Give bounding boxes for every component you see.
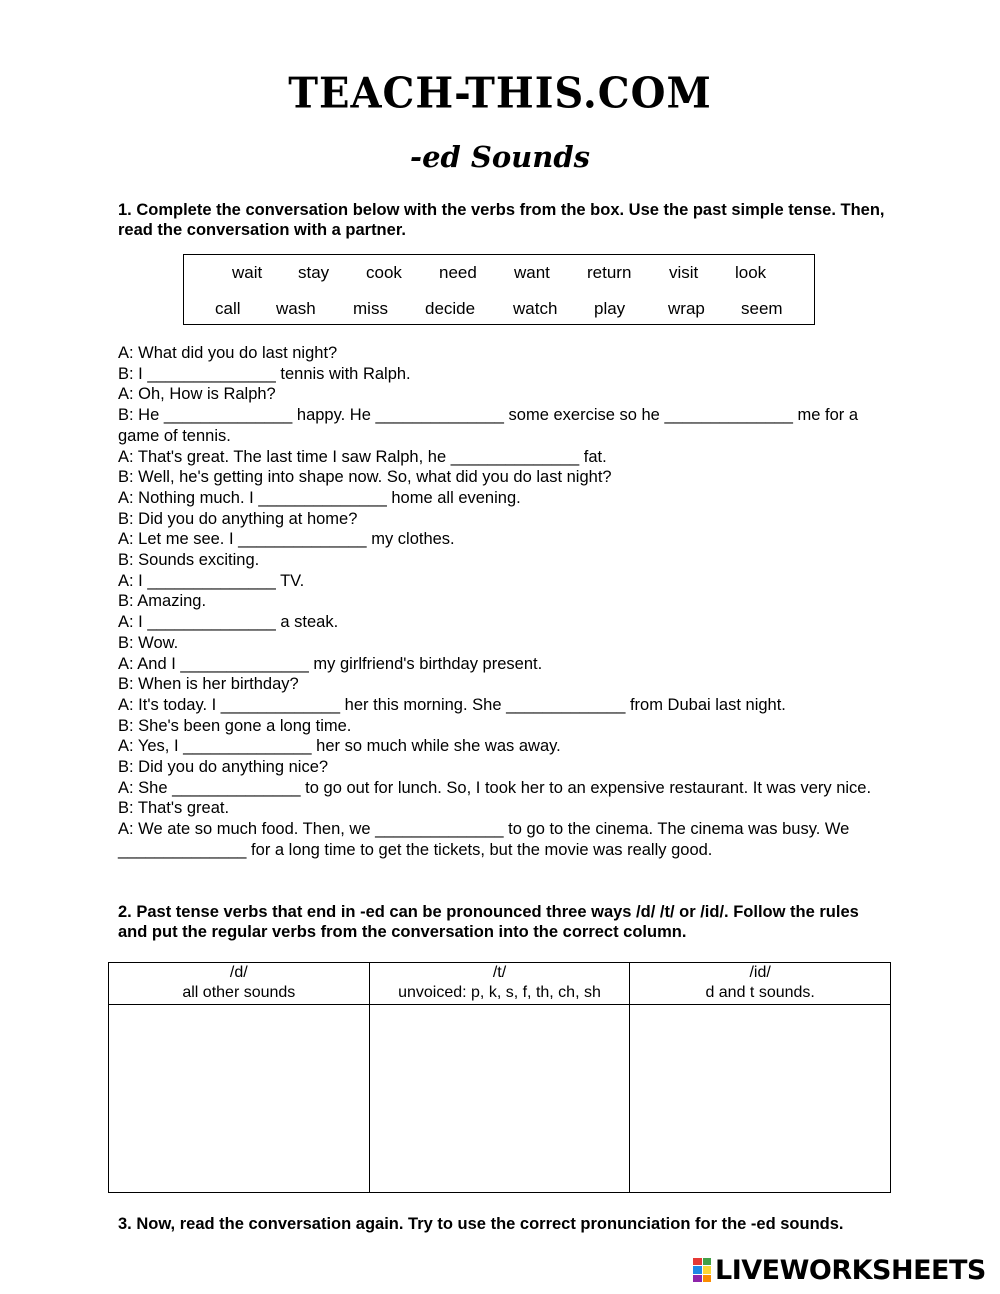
verb-item: wait <box>232 263 263 282</box>
liveworksheets-logo <box>693 1255 986 1285</box>
dialogue-line: A: It's today. I _____________ her this morning. She _____________ from Dubai last night. <box>118 695 786 714</box>
verb-item: wrap <box>668 299 705 318</box>
dialogue-line: A: She ______________ to go out for lunch. So, I took her to an expensive restaurant. It was very nice. <box>118 778 872 797</box>
column-header-d <box>109 963 370 1005</box>
dialogue-line: B: That's great. <box>118 799 230 818</box>
section3-instruction: 3. Now, read the conversation again. Try to use the correct pronunciation for the -ed sounds. <box>118 1215 844 1233</box>
verb-item: miss <box>353 299 388 318</box>
logo-text: LIVEWORKSHEETS <box>715 1254 986 1286</box>
column-header-t <box>369 963 630 1005</box>
column-header-id <box>630 963 891 1005</box>
dialogue-line: B: When is her birthday? <box>118 675 299 694</box>
answer-cell-d[interactable] <box>109 1005 370 1193</box>
dialogue-line: B: Amazing. <box>118 592 207 611</box>
verb-item: look <box>735 263 767 282</box>
dialogue-line: A: Oh, How is Ralph? <box>118 385 276 404</box>
verb-item: want <box>514 263 550 282</box>
answer-cell-t[interactable] <box>369 1005 630 1193</box>
sound-table <box>108 962 891 1193</box>
column-rule: unvoiced: p, k, s, f, th, ch, sh <box>398 984 601 1001</box>
verb-item: cook <box>366 263 402 282</box>
verb-row-1 <box>0 263 1000 283</box>
dialogue-line: A: We ate so much food. Then, we ______________ to go to the cinema. The cinema was busy. We ______________ for a long time to get the tickets, but the movie was really good. <box>118 820 854 859</box>
dialogue-line: A: Nothing much. I ______________ home all evening. <box>118 488 521 507</box>
dialogue-line: B: He ______________ happy. He ______________ some exercise so he ______________ me for a game of tennis. <box>118 406 863 445</box>
dialogue-line: A: That's great. The last time I saw Ralph, he ______________ fat. <box>118 447 607 466</box>
dialogue-line: A: What did you do last night? <box>118 344 338 362</box>
conversation <box>118 343 878 861</box>
worksheet-title: -ed Sounds <box>410 140 590 174</box>
verb-item: decide <box>425 299 476 318</box>
verb-item: need <box>439 263 477 282</box>
table-answer-row <box>109 1005 891 1193</box>
verb-item: watch <box>513 299 558 318</box>
verb-item: play <box>594 299 626 318</box>
verb-item: visit <box>669 263 699 282</box>
verb-item: seem <box>741 299 783 318</box>
dialogue-line: A: I ______________ a steak. <box>118 613 339 632</box>
verb-item: call <box>215 299 241 318</box>
verb-item: stay <box>298 263 330 282</box>
table-header-row <box>109 963 891 1005</box>
column-rule: d and t sounds. <box>705 984 815 1001</box>
dialogue-line: A: I ______________ TV. <box>118 571 305 590</box>
logo-blocks-icon <box>693 1258 711 1282</box>
dialogue-line: A: Let me see. I ______________ my clothes. <box>118 530 455 549</box>
column-sound: /d/ <box>229 964 248 981</box>
dialogue-line: B: Did you do anything nice? <box>118 758 329 777</box>
dialogue-line: B: Wow. <box>118 633 179 652</box>
dialogue-line: A: Yes, I ______________ her so much while she was away. <box>118 737 561 756</box>
verb-row-2 <box>0 299 1000 319</box>
column-sound: /t/ <box>492 964 507 981</box>
dialogue-line: A: And I ______________ my girlfriend's birthday present. <box>118 654 543 673</box>
verb-item: wash <box>276 299 316 318</box>
section1-instruction: 1. Complete the conversation below with the verbs from the box. Use the past simple tense. Then, read the conversation with a partner. <box>118 201 885 239</box>
site-title: TEACH-THIS.COM <box>288 68 712 119</box>
dialogue-line: B: Sounds exciting. <box>118 551 260 570</box>
dialogue-line: B: She's been gone a long time. <box>118 716 352 735</box>
dialogue-line: B: Well, he's getting into shape now. So, what did you do last night? <box>118 468 612 487</box>
column-rule: all other sounds <box>182 984 296 1001</box>
dialogue-line: B: I ______________ tennis with Ralph. <box>118 364 411 383</box>
answer-cell-id[interactable] <box>630 1005 891 1193</box>
verb-item: return <box>587 263 632 282</box>
column-sound: /id/ <box>749 964 771 981</box>
section2-instruction: 2. Past tense verbs that end in -ed can be pronounced three ways /d/ /t/ or /id/. Follow the rules and put the regular verbs from the conversation into the correct column. <box>118 903 859 941</box>
dialogue-line: B: Did you do anything at home? <box>118 509 358 528</box>
